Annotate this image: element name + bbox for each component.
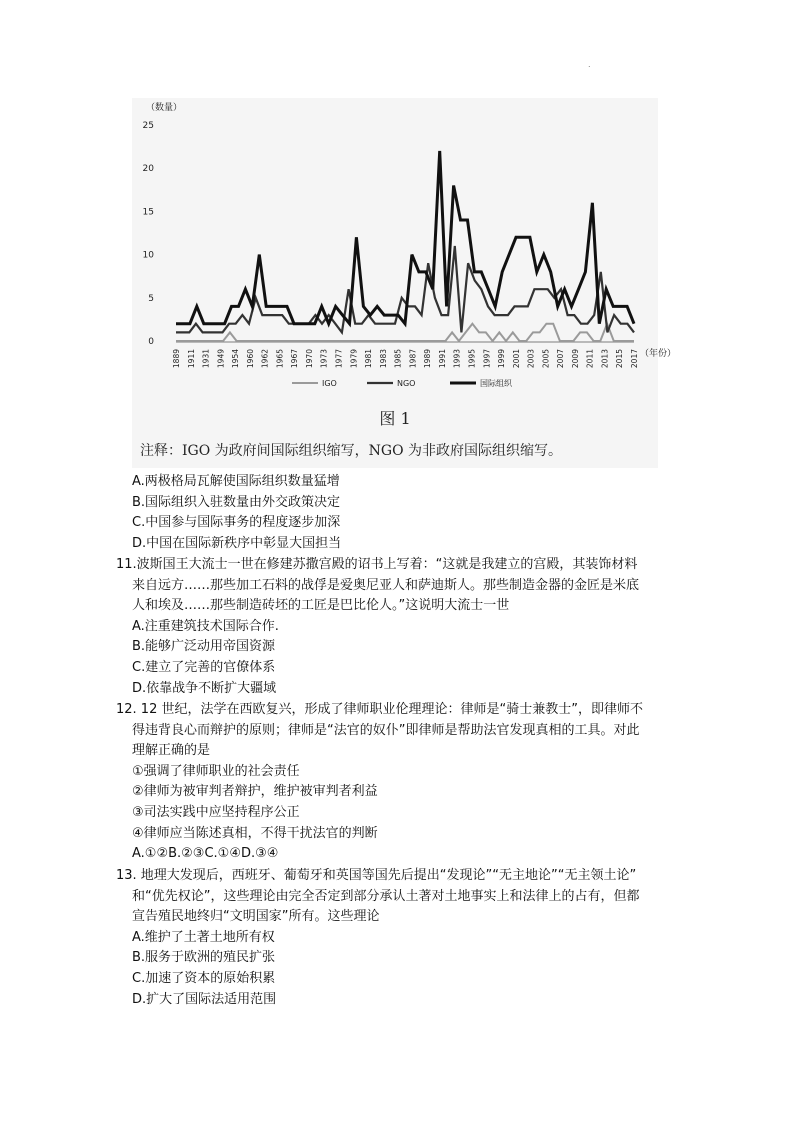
q13-stem-line: 和“优先权论”，这些理论由完全否定到部分承认土著对土地事实上和法律上的占有，但都 bbox=[132, 888, 640, 904]
x-tick-label: 1970 bbox=[304, 349, 314, 369]
x-tick-label: 1995 bbox=[467, 349, 477, 369]
x-tick-label: 1987 bbox=[408, 349, 418, 369]
x-tick-label: 1983 bbox=[378, 349, 388, 369]
q10-option-c: C.中国参与国际事务的程度逐步加深 bbox=[132, 515, 341, 531]
q11-stem-line: 人和埃及……那些制造砖坯的工匠是巴比伦人。”这说明大流士一世 bbox=[132, 598, 510, 614]
q13-option-c: C.加速了资本的原始积累 bbox=[132, 970, 276, 986]
figure-note: 注释：IGO 为政府间国际组织缩写，NGO 为非政府国际组织缩写。 bbox=[140, 443, 563, 459]
q13-option-d: D.扩大了国际法适用范围 bbox=[132, 991, 277, 1007]
x-tick-label: 2009 bbox=[570, 349, 580, 369]
x-tick-label: 1954 bbox=[231, 349, 241, 369]
figure-1 bbox=[132, 98, 677, 468]
y-tick-label: 0 bbox=[148, 337, 154, 347]
q13-option-b: B.服务于欧洲的殖民扩张 bbox=[132, 950, 276, 966]
x-axis-label: （年份） bbox=[640, 349, 677, 359]
x-tick-label: 1962 bbox=[260, 349, 270, 369]
q12-options: A.①②B.②③C.①④D.③④ bbox=[132, 846, 279, 862]
q13-stem-line: 宣告殖民地终归“文明国家”所有。这些理论 bbox=[132, 909, 380, 925]
series-line-1 bbox=[176, 324, 634, 341]
x-tick-label: 2011 bbox=[585, 349, 595, 369]
x-tick-label: 1991 bbox=[437, 349, 447, 369]
q11-stem-line: 11.波斯国王大流士一世在修建苏撒宫殿的诏书上写着：“这就是我建立的宫殿，其装饰材料 bbox=[116, 557, 638, 572]
x-tick-label: 1960 bbox=[245, 349, 255, 369]
q10-option-a: A.两极格局瓦解使国际组织数量猛增 bbox=[132, 474, 340, 489]
x-tick-label: 1965 bbox=[275, 349, 285, 369]
y-tick-label: 10 bbox=[142, 250, 154, 261]
q12-item-3: ③司法实践中应坚持程序公正 bbox=[132, 804, 300, 820]
q11-stem-line: 来自远方……那些加工石料的战俘是爱奥尼亚人和萨迪斯人。那些制造金器的金匠是米底 bbox=[132, 577, 640, 593]
q12-item-4: ④律师应当陈述真相，不得干扰法官的判断 bbox=[132, 825, 378, 841]
x-tick-label: 1981 bbox=[364, 349, 374, 369]
question-11 bbox=[116, 555, 639, 699]
x-tick-label: 2005 bbox=[541, 349, 551, 369]
x-tick-label: 1989 bbox=[423, 349, 433, 369]
q10-option-d: D.中国在国际新秩序中彰显大国担当 bbox=[132, 535, 342, 551]
q12-stem-line: 理解正确的是 bbox=[132, 743, 211, 759]
x-tick-label: 1977 bbox=[334, 349, 344, 369]
x-tick-label: 2001 bbox=[511, 349, 521, 369]
x-tick-label: 1993 bbox=[452, 349, 462, 369]
y-axis-label: （数量） bbox=[146, 103, 183, 113]
series-line-3 bbox=[176, 151, 634, 324]
page-mark: . bbox=[588, 60, 591, 69]
q11-option-c: C.建立了完善的官僚体系 bbox=[132, 659, 276, 675]
q11-option-d: D.依靠战争不断扩大疆域 bbox=[132, 680, 277, 696]
line-chart bbox=[132, 98, 677, 398]
question-13 bbox=[116, 866, 639, 1010]
x-tick-label: 1999 bbox=[497, 349, 507, 369]
q10-options bbox=[132, 472, 341, 554]
q13-stem-line: 13. 地理大发现后，西班牙、葡萄牙和英国等国先后提出“发现论”“无主地论”“无主领土论” bbox=[116, 868, 637, 883]
x-tick-label: 2003 bbox=[526, 349, 536, 369]
x-tick-label: 2007 bbox=[556, 349, 566, 369]
question-12 bbox=[116, 700, 643, 865]
legend-label: IGO bbox=[322, 379, 337, 388]
x-tick-label: 1985 bbox=[393, 349, 403, 369]
figure-caption: 图 1 bbox=[379, 409, 411, 428]
q11-option-a: A.注重建筑技术国际合作. bbox=[132, 618, 279, 634]
legend-label: NGO bbox=[397, 379, 416, 388]
x-tick-label: 1889 bbox=[172, 349, 181, 369]
x-tick-label: 2015 bbox=[615, 349, 625, 369]
x-tick-label: 1949 bbox=[216, 349, 226, 369]
legend-label: 国际组织 bbox=[480, 379, 512, 388]
q12-item-1: ①强调了律师职业的社会责任 bbox=[132, 763, 300, 779]
x-tick-label: 2017 bbox=[630, 349, 639, 369]
x-tick-label: 1979 bbox=[349, 349, 359, 369]
q11-option-b: B.能够广泛动用帝国资源 bbox=[132, 639, 276, 655]
y-tick-label: 5 bbox=[148, 293, 154, 304]
q13-option-a: A.维护了土著土地所有权 bbox=[132, 929, 275, 945]
x-tick-label: 2013 bbox=[600, 349, 610, 369]
q12-stem-line: 得违背良心而辩护的原则；律师是“法官的奴仆”即律师是帮助法官发现真相的工具。对此 bbox=[132, 722, 640, 738]
y-tick-label: 25 bbox=[142, 121, 154, 131]
y-tick-label: 20 bbox=[142, 164, 154, 175]
x-tick-label: 1911 bbox=[186, 349, 196, 369]
x-tick-label: 1997 bbox=[482, 349, 492, 369]
x-tick-label: 1931 bbox=[201, 349, 211, 369]
x-tick-label: 1973 bbox=[319, 349, 329, 369]
y-tick-label: 15 bbox=[142, 207, 154, 218]
q12-item-2: ②律师为被审判者辩护，维护被审判者利益 bbox=[132, 784, 378, 800]
q10-option-b: B.国际组织入驻数量由外交政策决定 bbox=[132, 494, 341, 510]
x-tick-label: 1967 bbox=[290, 349, 300, 369]
q12-stem-line: 12. 12 世纪，法学在西欧复兴，形成了律师职业伦理理论：律师是“骑士兼教士”，即律师不 bbox=[116, 702, 643, 717]
